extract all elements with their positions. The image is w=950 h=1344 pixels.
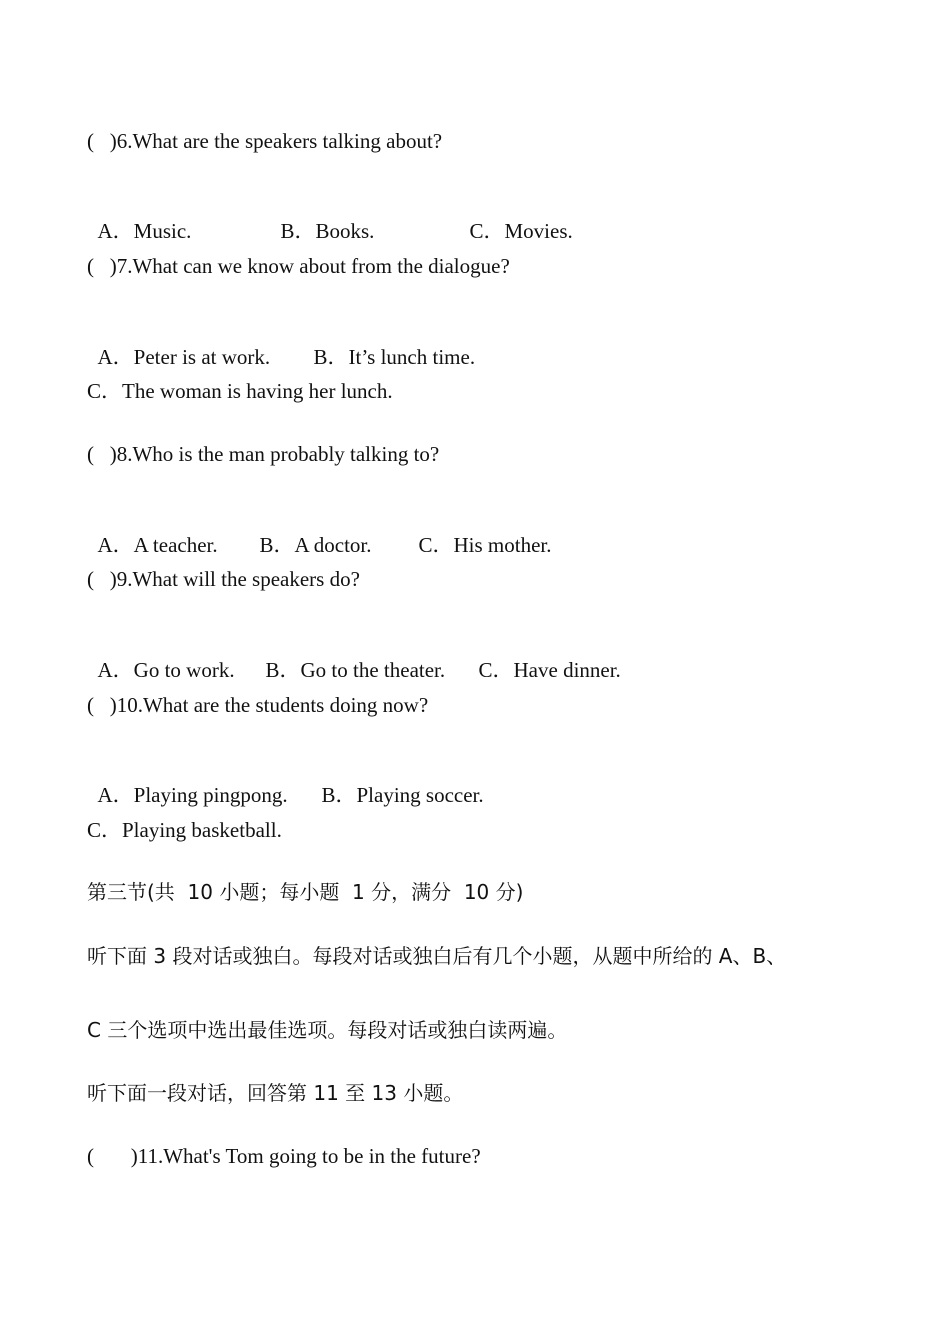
question-6-option-c: C．Movies. <box>469 219 573 243</box>
question-7-option-c: C．The woman is having her lunch. <box>87 379 393 403</box>
question-7-option-b: B．It’s lunch time. <box>313 345 476 369</box>
question-11-stem: ( )11.What's Tom going to be in the future? <box>87 1144 481 1168</box>
question-10-option-b: B．Playing soccer. <box>321 783 484 807</box>
question-8-stem: ( )8.Who is the man probably talking to? <box>87 442 440 466</box>
question-8-option-b: B．A doctor. <box>259 533 372 557</box>
question-9-option-c: C．Have dinner. <box>478 658 621 682</box>
question-8-options <box>87 503 552 559</box>
question-10-stem: ( )10.What are the students doing now? <box>87 693 429 717</box>
question-9-stem: ( )9.What will the speakers do? <box>87 567 360 591</box>
question-6-options <box>87 189 573 245</box>
question-8-option-c: C．His mother. <box>418 533 552 557</box>
question-10-option-a: A．Playing pingpong. <box>97 783 288 807</box>
question-10-options-row1 <box>87 753 484 809</box>
question-7-options-row1 <box>87 315 475 371</box>
question-10-option-c: C．Playing basketball. <box>87 818 282 842</box>
question-7-stem: ( )7.What can we know about from the dialogue? <box>87 254 510 278</box>
question-7-option-a: A．Peter is at work. <box>97 345 271 369</box>
question-6-stem: ( )6.What are the speakers talking about? <box>87 129 443 153</box>
question-9-option-b: B．Go to the theater. <box>265 658 446 682</box>
section-3-instruction-line-2: C 三个选项中选出最佳选项。每段对话或独白读两遍。 <box>87 1018 568 1042</box>
question-9-options <box>87 628 621 684</box>
question-9-option-a: A．Go to work. <box>97 658 235 682</box>
question-6-option-a: A．Music. <box>97 219 192 243</box>
question-8-option-a: A．A teacher. <box>97 533 218 557</box>
question-6-option-b: B．Books. <box>280 219 375 243</box>
dialogue-intro: 听下面一段对话，回答第 11 至 13 小题。 <box>87 1081 464 1105</box>
section-3-instruction-line-1: 听下面 3 段对话或独白。每段对话或独白后有几个小题，从题中所给的 A、B、 <box>87 944 787 968</box>
section-3-heading: 第三节(共 10 小题；每小题 1 分，满分 10 分) <box>87 880 524 904</box>
